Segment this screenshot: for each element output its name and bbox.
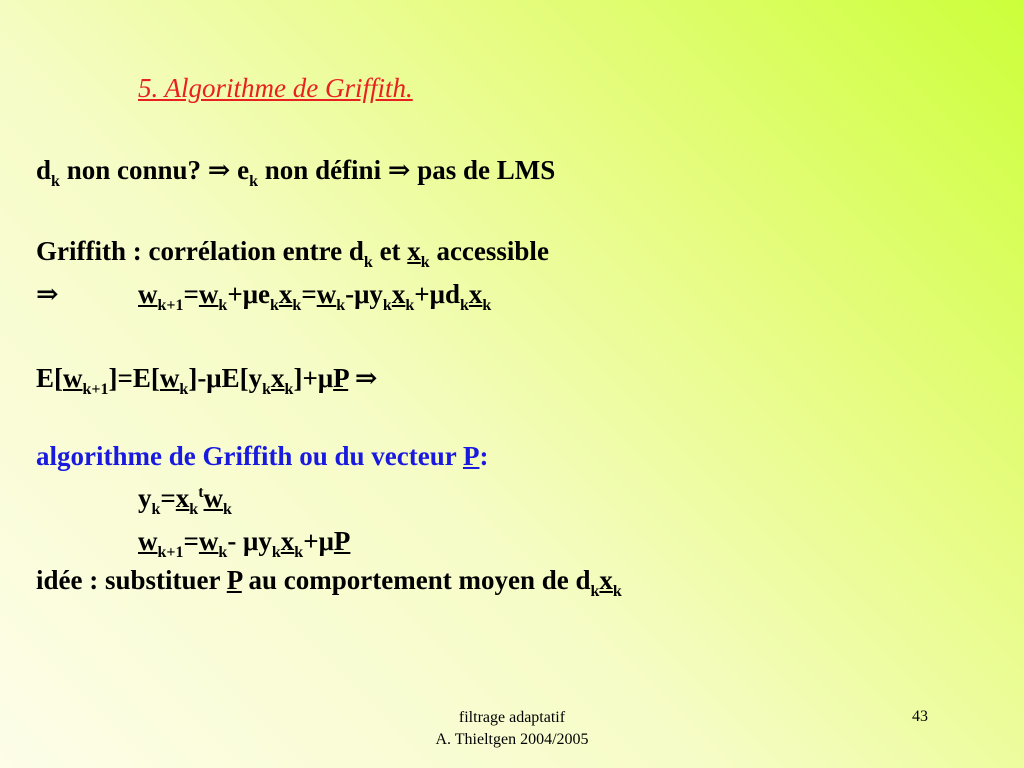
subscript-k-plus-1: k+1 [157, 544, 184, 561]
expectation-open: E[ [36, 363, 63, 393]
vector-x: x [280, 526, 295, 556]
colon: : [479, 441, 489, 471]
slide-title: 5. Algorithme de Griffith. [138, 73, 413, 103]
equals-expectation: =E[ [117, 363, 160, 393]
subscript-k: k [382, 297, 392, 314]
subscript-k: k [336, 297, 346, 314]
implies-arrow: ⇒ [354, 363, 378, 393]
subscript-k: k [271, 544, 281, 561]
mu-symbol: μ [354, 279, 370, 309]
bracket-close: ] [108, 363, 118, 393]
y-symbol: y [369, 279, 383, 309]
vector-x: x [599, 565, 613, 595]
implies-arrow: ⇒ [207, 155, 231, 185]
implies-arrow: ⇒ [36, 279, 59, 309]
output-formula [138, 482, 232, 518]
minus-mu-expectation: -μE[ [197, 363, 249, 393]
subscript-k: k [218, 544, 228, 561]
vector-w: w [63, 363, 83, 393]
vector-p: P [462, 441, 480, 471]
mu-symbol: μ [429, 279, 445, 309]
subscript-k: k [405, 297, 415, 314]
text-et: et [372, 236, 408, 266]
subscript-k-plus-1: k+1 [157, 297, 184, 314]
idea-line [36, 564, 622, 600]
text-algorithme-griffith: algorithme de Griffith ou du vecteur [36, 441, 463, 471]
vector-x: x [407, 236, 421, 266]
text-idee-substituer: idée : substituer [36, 565, 227, 595]
plus-mu: +μ [302, 363, 334, 393]
vector-x: x [278, 279, 293, 309]
griffith-update-formula [138, 525, 351, 561]
vector-x: x [271, 363, 285, 393]
subscript-k: k [590, 583, 600, 600]
minus-mu: - μ [227, 526, 259, 556]
subscript-k-plus-1: k+1 [82, 381, 109, 398]
equals: = [183, 526, 199, 556]
page-number: 43 [912, 708, 928, 725]
subscript-k: k [459, 297, 469, 314]
implies-arrow: ⇒ [387, 155, 411, 185]
equals: = [183, 279, 199, 309]
line-dk-non-connu [36, 154, 556, 190]
subscript-k: k [284, 381, 294, 398]
equals: = [160, 483, 176, 513]
lms-update-formula [138, 278, 492, 314]
subscript-k: k [189, 501, 199, 518]
text-pas-de-lms: pas de LMS [410, 155, 556, 185]
subscript-k: k [249, 173, 259, 190]
vector-p: P [333, 526, 351, 556]
line-griffith-correlation [36, 235, 549, 271]
e-symbol: e [230, 155, 250, 185]
plus-mu: +μ [303, 526, 334, 556]
mu-symbol: μ [242, 279, 259, 309]
vector-p: P [333, 363, 349, 393]
vector-w: w [138, 526, 158, 556]
vector-w: w [203, 483, 224, 513]
subscript-k: k [482, 297, 492, 314]
vector-p: P [226, 565, 242, 595]
subscript-k: k [292, 297, 302, 314]
subscript-k: k [262, 381, 272, 398]
subscript-k: k [294, 544, 304, 561]
griffith-algorithm-heading [36, 440, 488, 472]
footer-author: A. Thieltgen 2004/2005 [435, 731, 589, 748]
text-non-connu: non connu? [59, 155, 208, 185]
footer [387, 707, 637, 751]
vector-w: w [198, 279, 219, 309]
subscript-k: k [223, 501, 232, 518]
subscript-k: k [151, 501, 161, 518]
subscript-k: k [218, 297, 228, 314]
d-symbol: d [36, 155, 52, 185]
y-symbol: y [138, 483, 152, 513]
subscript-k: k [363, 254, 373, 271]
d-symbol: d [444, 279, 460, 309]
subscript-k: k [179, 381, 189, 398]
expectation-formula [36, 362, 378, 398]
plus: + [414, 279, 430, 309]
plus: + [227, 279, 243, 309]
vector-w: w [138, 279, 158, 309]
text-non-defini: non défini [258, 155, 388, 185]
subscript-k: k [51, 173, 60, 190]
minus: - [345, 279, 355, 309]
text-comportement-moyen: au comportement moyen de d [241, 565, 591, 595]
y-symbol: y [248, 363, 263, 393]
subscript-k: k [270, 297, 279, 314]
e-symbol: e [258, 279, 270, 309]
bracket-close: ] [293, 363, 303, 393]
vector-w: w [198, 526, 219, 556]
vector-x: x [391, 279, 406, 309]
vector-w: w [316, 279, 337, 309]
subscript-k: k [612, 583, 622, 600]
text-correlation: Griffith : corrélation entre d [36, 236, 364, 266]
footer-course: filtrage adaptatif [458, 709, 566, 726]
vector-x: x [468, 279, 483, 309]
bracket-close: ] [188, 363, 198, 393]
subscript-k: k [420, 254, 430, 271]
y-symbol: y [258, 526, 272, 556]
transpose-t: t [198, 484, 204, 501]
text-accessible: accessible [429, 236, 549, 266]
equals: = [301, 279, 317, 309]
vector-w: w [159, 363, 180, 393]
vector-x: x [175, 483, 190, 513]
